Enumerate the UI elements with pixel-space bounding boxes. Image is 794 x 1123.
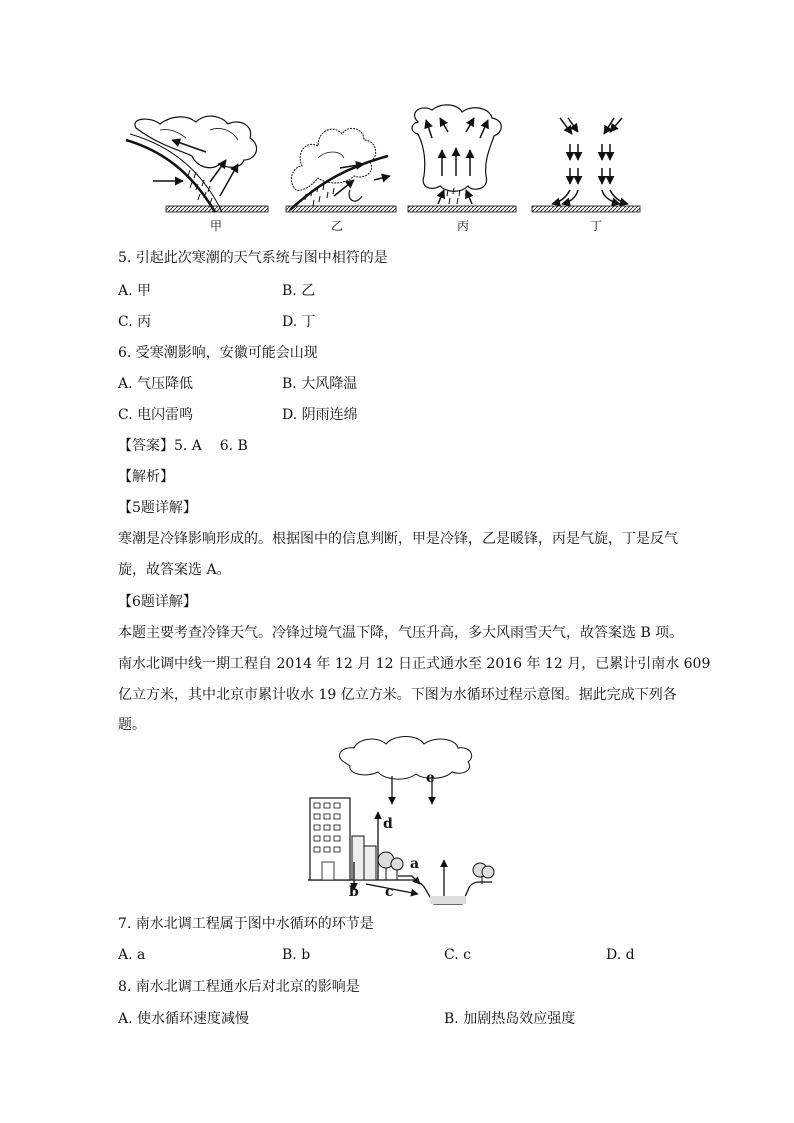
intro-line-2: 亿立方米，其中北京市累计收水 19 亿立方米。下图为水循环过程示意图。据此完成下列各 bbox=[118, 687, 677, 703]
figure-label-bing: 丙 bbox=[457, 219, 470, 233]
question-6-option-c: C. 电闪雷鸣 bbox=[118, 407, 194, 423]
figure-label-jia: 甲 bbox=[210, 219, 223, 233]
water-cycle-label-a: a bbox=[410, 856, 420, 872]
water-cycle-label-d: d bbox=[383, 816, 393, 832]
question-6-option-a: A. 气压降低 bbox=[118, 376, 194, 392]
detail-6-line-1: 本题主要考查冷锋天气。冷锋过境气温下降，气压升高，多大风雨雪天气，故答案选 B 项。 bbox=[118, 625, 684, 641]
question-5-option-b: B. 乙 bbox=[282, 283, 316, 299]
detail-6-heading: 【6题详解】 bbox=[118, 594, 197, 610]
water-cycle-label-e: e bbox=[426, 770, 435, 786]
answer-line: 【答案】5. A 6. B bbox=[118, 438, 248, 454]
water-cycle-label-c: c bbox=[385, 884, 394, 900]
question-5-option-c: C. 丙 bbox=[118, 314, 152, 330]
question-7-option-b: B. b bbox=[282, 947, 311, 963]
intro-line-3: 题。 bbox=[118, 717, 146, 733]
question-8-option-b: B. 加剧热岛效应强度 bbox=[444, 1011, 576, 1027]
question-7-option-a: A. a bbox=[118, 947, 146, 963]
question-6-option-b: B. 大风降温 bbox=[282, 376, 358, 392]
question-6-option-d: D. 阴雨连绵 bbox=[282, 407, 358, 423]
intro-line-1: 南水北调中线一期工程自 2014 年 12 月 12 日正式通水至 2016 年 12 月，已累计引南水 609 bbox=[118, 656, 711, 672]
water-cycle-label-b: b bbox=[349, 884, 359, 900]
figure-label-yi: 乙 bbox=[331, 219, 344, 233]
question-7-stem: 7. 南水北调工程属于图中水循环的环节是 bbox=[118, 916, 374, 932]
question-8-stem: 8. 南水北调工程通水后对北京的影响是 bbox=[118, 979, 360, 995]
question-5-option-d: D. 丁 bbox=[282, 314, 316, 330]
question-5-stem: 5. 引起此次寒潮的天气系统与图中相符的是 bbox=[118, 250, 388, 266]
detail-5-line-2: 旋，故答案选 A。 bbox=[118, 562, 231, 578]
figure-label-ding: 丁 bbox=[590, 219, 603, 233]
question-5-option-a: A. 甲 bbox=[118, 283, 152, 299]
question-7-option-c: C. c bbox=[444, 947, 471, 963]
detail-5-heading: 【5题详解】 bbox=[118, 500, 197, 516]
detail-5-line-1: 寒潮是冷锋影响形成的。根据图中的信息判断，甲是冷锋，乙是暖锋，丙是气旋，丁是反气 bbox=[118, 531, 678, 547]
question-6-stem: 6. 受寒潮影响，安徽可能会山现 bbox=[118, 345, 318, 361]
question-7-option-d: D. d bbox=[606, 947, 635, 963]
analysis-heading: 【解析】 bbox=[118, 469, 174, 485]
question-8-option-a: A. 使水循环速度减慢 bbox=[118, 1011, 250, 1027]
